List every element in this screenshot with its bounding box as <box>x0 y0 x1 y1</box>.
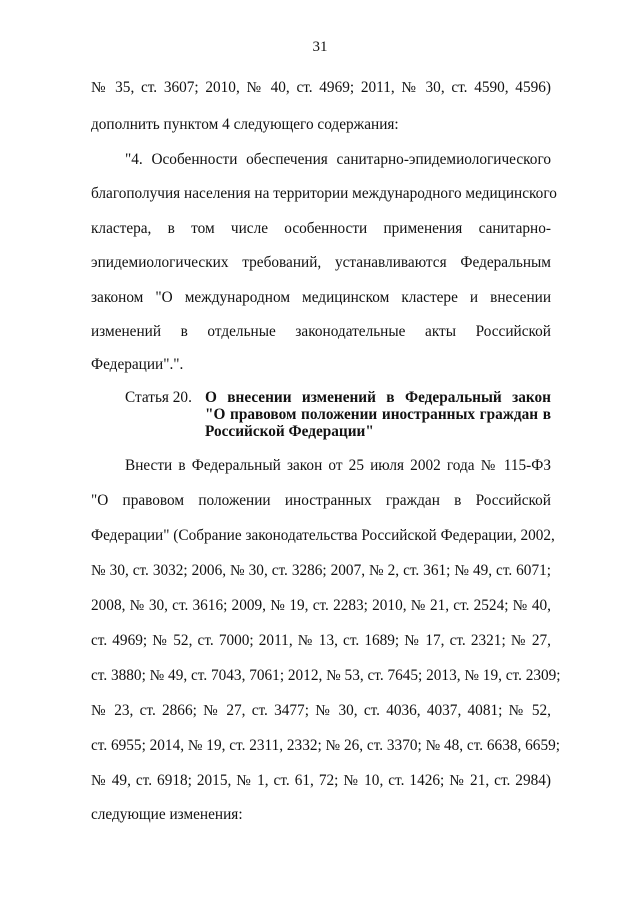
text-line: ст. 4969; № 52, ст. 7000; 2011, № 13, ст. 1689; № 17, ст. 2321; № 27, <box>91 632 551 649</box>
article-label: Статья 20. <box>125 389 192 406</box>
page-number: 31 <box>312 39 328 55</box>
text-line: законом "О международном медицинском кластере и внесении <box>91 289 551 306</box>
text-line: № 35, ст. 3607; 2010, № 40, ст. 4969; 2011, № 30, ст. 4590, 4596) <box>91 79 551 96</box>
text-line: дополнить пунктом 4 следующего содержания: <box>91 116 399 133</box>
text-line: № 23, ст. 2866; № 27, ст. 3477; № 30, ст. 4036, 4037, 4081; № 52, <box>91 702 551 719</box>
text-line: изменений в отдельные законодательные акты Российской <box>91 323 551 340</box>
text-line: "О правовом положении иностранных граждан в Российской <box>91 492 551 509</box>
article-title <box>205 389 551 440</box>
text-line: "4. Особенности обеспечения санитарно-эпидемиологического <box>125 151 551 168</box>
text-line: Внести в Федеральный закон от 25 июля 2002 года № 115-ФЗ <box>125 457 551 474</box>
text-line: ст. 3880; № 49, ст. 7043, 7061; 2012, № 53, ст. 7645; 2013, № 19, ст. 2309; <box>91 667 561 684</box>
article-title-line: О внесении изменений в Федеральный закон <box>205 389 551 406</box>
text-line: 2008, № 30, ст. 3616; 2009, № 19, ст. 2283; 2010, № 21, ст. 2524; № 40, <box>91 597 551 614</box>
text-line: Федерации" (Собрание законодательства Российской Федерации, 2002, <box>91 527 555 544</box>
text-line: эпидемиологических требований, устанавливаются Федеральным <box>91 254 551 271</box>
text-line: Федерации".". <box>91 356 184 373</box>
text-line: следующие изменения: <box>91 806 243 823</box>
article-title-line: "О правовом положении иностранных граждан в <box>205 406 551 423</box>
text-line: благополучия населения на территории международного медицинского <box>91 185 557 202</box>
article-title-line: Российской Федерации" <box>205 423 374 440</box>
text-line: ст. 6955; 2014, № 19, ст. 2311, 2332; № 26, ст. 3370; № 48, ст. 6638, 6659; <box>91 737 560 754</box>
text-line: № 30, ст. 3032; 2006, № 30, ст. 3286; 2007, № 2, ст. 361; № 49, ст. 6071; <box>91 562 551 579</box>
text-line: кластера, в том числе особенности применения санитарно- <box>91 220 551 237</box>
text-line: № 49, ст. 6918; 2015, № 1, ст. 61, 72; № 10, ст. 1426; № 21, ст. 2984) <box>91 772 551 789</box>
